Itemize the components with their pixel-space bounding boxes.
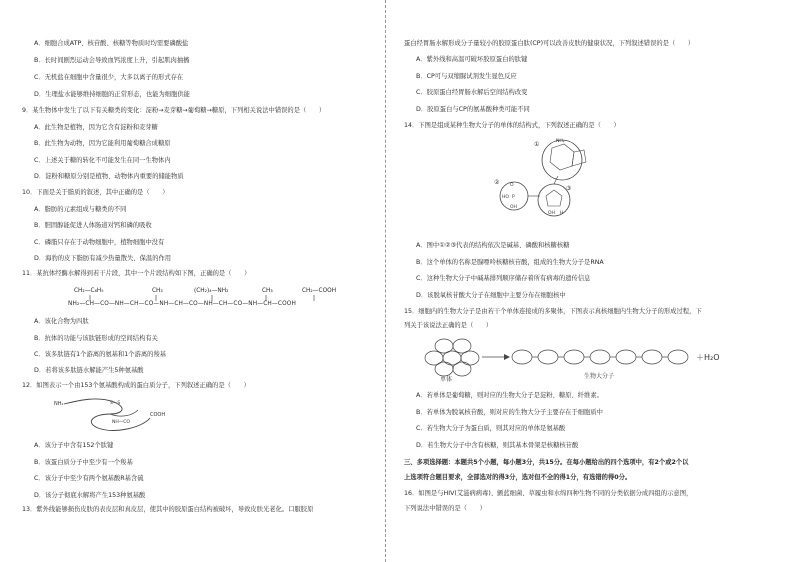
- q14-label-oh: OH: [510, 205, 517, 210]
- q15-label-macromolecule: 生物大分子: [584, 373, 615, 380]
- q14-label-ohh: OH: [548, 211, 555, 216]
- q12-option-c: C．该分子中至少有两个氨基酸R基含硫: [34, 475, 144, 482]
- q10-option-a: A．脂肪的元素组成与糖类的不同: [34, 206, 127, 213]
- q16-stem2: 下列说法中错误的是（ ）: [404, 505, 486, 512]
- column-divider: [385, 0, 386, 562]
- q15-label-monomer: 单体: [440, 376, 453, 382]
- q12-label-cooh: COOH: [150, 412, 166, 418]
- q10-option-d: D．海豹的皮下脂肪有减少热量散失、保温的作用: [34, 255, 172, 262]
- q15-stem: 15．细胞内的生物大分子是由若干个单体连接成的多聚体，下图表示真核细胞内生物大分子的形成过程，下: [404, 308, 702, 315]
- q13-option-b: B．CP可与双缩脲试剂发生显色反应: [416, 73, 517, 80]
- q12-protein-figure: [50, 392, 170, 436]
- q11-formula-sub1: CH₂—C₆H₅: [74, 288, 104, 294]
- section3-heading: 三、多项选择题：本题共5个小题，每小题3分，共15分。在每小题给出的四个选项中，有2个或2个以: [404, 459, 689, 466]
- q13-option-a: A．紫外线和高温可破坏胶原蛋白的肽键: [416, 56, 528, 63]
- q11-formula-main: NH₂—CH—CO—NH—CH—CO—NH—CH—CO—NH—CH—CO—NH—CH—COOH: [68, 301, 297, 307]
- q9-option-d: D．淀粉和糖原分别是植物、动物体内重要的储能物质: [34, 173, 184, 180]
- q9-option-a: A．此生物是植物，因为它含有淀粉和麦芽糖: [34, 124, 158, 131]
- q13-option-d: D．胶原蛋白与CP的氨基酸种类可能不同: [416, 106, 530, 113]
- q12-stem: 12．如图表示一个由153个氨基酸构成的蛋白质分子，下列叙述正确的是（ ）: [22, 382, 250, 389]
- q9-stem: 9．某生物体中发生了以下有关糖类的变化：淀粉→麦芽糖→葡萄糖→糖原，下列相关说法中错误的是（ ）: [22, 107, 326, 114]
- q14-label-ho: HO: [502, 195, 509, 200]
- q14-label-1: ①: [534, 141, 540, 148]
- q15-stem2: 列关于该说法正确的是（ ）: [404, 322, 493, 329]
- q12-label-nhco: NH—CO: [112, 420, 130, 425]
- q13-option-c: C．胶原蛋白经胃肠水解后空间结构改变: [416, 89, 528, 96]
- q12-option-b: B．该蛋白质分子中至少有一个羧基: [34, 459, 133, 466]
- q11-option-a: A．该化合物为四肽: [34, 318, 89, 325]
- q15-option-a: A．若单体是葡萄糖，则对应的生物大分子是淀粉、糖原、纤维素。: [416, 392, 603, 399]
- q14-label-h: H: [560, 211, 564, 216]
- q14-label-p: P: [512, 195, 515, 200]
- q16-stem: 16．如图是与HIV(艾滋病病毒)、颤蓝细菌、草履虫和水绵四种生物不同的分类依据分成四组的示意图，: [404, 490, 693, 497]
- q15-polymer-figure: [424, 336, 754, 382]
- q10-option-b: B．胆固醇能促进人体肠道对钙和磷的吸收: [34, 222, 152, 229]
- right-column: [404, 0, 764, 562]
- left-column: [22, 0, 382, 562]
- q14-nucleotide-figure: [494, 134, 604, 224]
- q9-option-c: C．上述关于糖的转化不可能发生在同一生物体内: [34, 157, 171, 164]
- q12-label-ss: S—S: [110, 401, 121, 406]
- q14-option-d: D．该脱氧核苷酸大分子在细胞中主要分布在细胞核中: [416, 292, 566, 299]
- q8-option-b: B．长时间剧烈运动会导致血钙浓度上升，引起肌肉抽搐: [34, 57, 190, 64]
- q15-option-b: B．若单体为脱氧核苷酸，则对应的生物大分子主要存在于细胞质中: [416, 409, 603, 416]
- q8-option-d: D．生理盐水能够维持细胞的正常形态，也能为细胞供能: [34, 91, 190, 98]
- q10-option-c: C．磷脂只存在于动物细胞中，植物细胞中没有: [34, 239, 165, 246]
- q14-label-3: ③: [566, 185, 572, 192]
- q15-option-d: D．若生物大分子中含有核糖，则其基本骨架是核糖核苷酸: [416, 442, 579, 449]
- q12-label-nh2: NH₂: [54, 401, 64, 407]
- q11-formula-sub4: CH₃: [262, 288, 273, 294]
- q9-option-b: B．此生物为动物，因为它能利用葡萄糖合成糖原: [34, 140, 171, 147]
- q10-stem: 10．下面是关于脂质的叙述，其中正确的是（ ）: [22, 189, 169, 196]
- q14-label-2: ②: [494, 179, 500, 186]
- q15-option-c: C．若生物大分子为蛋白质，则其对应的单体是氨基酸: [416, 425, 566, 432]
- q11-formula-sub2: CH₃: [152, 288, 163, 294]
- q12-option-d: D．该分子彻底水解将产生153种氨基酸: [34, 492, 146, 499]
- q13-stem: 13．紫外线能够损伤皮肤的表皮层和真皮层，使其中的胶原蛋白结构被破坏，导致皮肤光老化。口服胶原: [22, 506, 314, 513]
- q14-option-a: A．图中①②③代表的结构依次是碱基、磷酸和核糖核糖: [416, 242, 570, 249]
- section3-heading-cont: 上选项符合题目要求，全部选对的得3分，选对但不全的得1分，有选错的得0分。: [404, 474, 632, 481]
- q11-formula-sub5: CH₂—COOH: [302, 288, 337, 294]
- q14-stem: 14．下图是组成某种生物大分子的单体的结构式，下列叙述正确的是（ ）: [404, 122, 620, 129]
- q11-formula-sub3: (CH₂)₄—NH₂: [194, 288, 229, 294]
- q11-option-b: B．抗体的功能与该肽链形成的空间结构有关: [34, 335, 158, 342]
- q14-option-c: C．这种生物大分子中碱基排列顺序储存着所有病毒的遗传信息: [416, 275, 591, 282]
- q11-option-c: C．该多肽链有1个游离的氨基和1个游离的羧基: [34, 351, 167, 358]
- q8-option-a: A．细胞合成ATP、核苷酸、核糖等物质时均需要磷酸盐: [34, 40, 189, 47]
- q8-option-c: C．无机盐在细胞中含量很少，大多以离子的形式存在: [34, 74, 184, 81]
- q15-label-water: ＋H₂O: [696, 353, 720, 362]
- q12-option-a: A．该分子中含有152个肽键: [34, 442, 114, 449]
- q14-option-b: B．这个单体的名称是腺嘌呤核糖核苷酸，组成的生物大分子是RNA: [416, 259, 604, 266]
- q14-label-nh2: NH₂: [556, 139, 565, 144]
- q13-stem-cont: 蛋白经胃肠水解形成分子量较小的胶原蛋白肽(CP)可以改善皮肤的健康状况，下列叙述错误的是（ ）: [404, 40, 695, 47]
- q11-option-d: D．若将该多肽链水解能产生5种氨基酸: [34, 367, 144, 374]
- q14-label-o: O: [510, 183, 514, 188]
- q11-stem: 11．某抗体经酶水解得到若干片段，其中一个片段结构如下图，正确的是（ ）: [22, 270, 251, 277]
